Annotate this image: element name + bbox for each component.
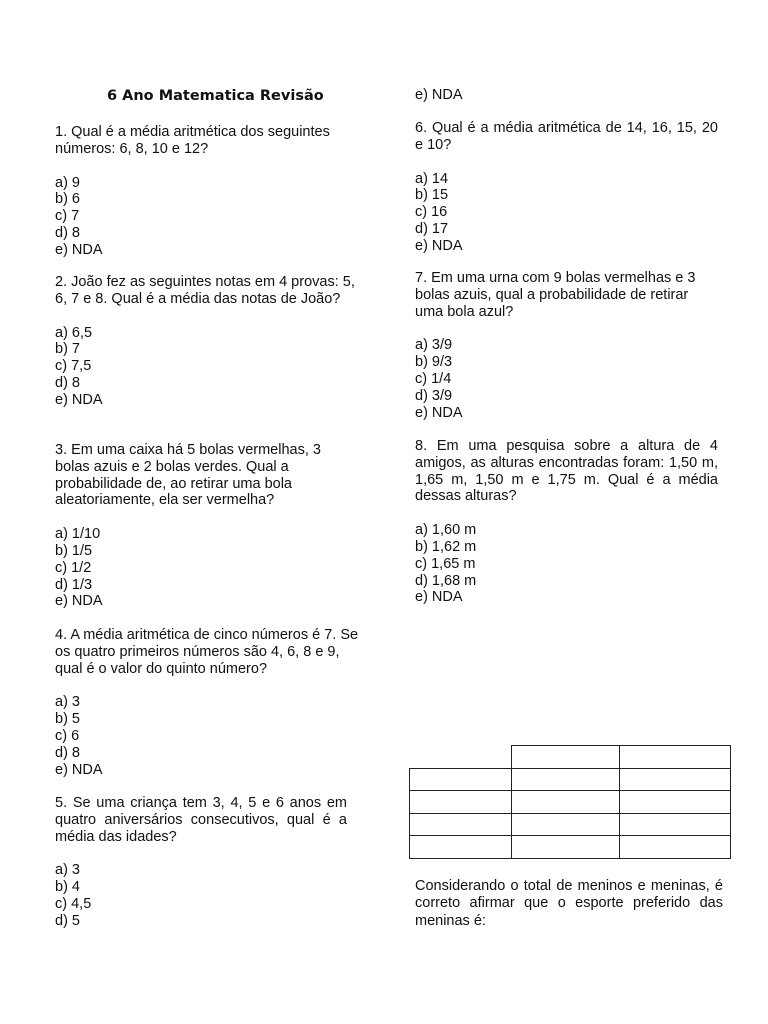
question-7-option-a: a) 3/9 bbox=[415, 337, 453, 354]
question-6-option-d: d) 17 bbox=[415, 220, 449, 237]
question-3-text: 3. Em uma caixa há 5 bolas vermelhas, 3 bolas azuis e 2 bolas verdes. Qual a probabilidade de, ao retirar uma bola aleatoriamente, ela ser vermelha? bbox=[55, 442, 321, 509]
question-3-option-d: d) 1/3 bbox=[55, 576, 93, 593]
question-3-option-b: b) 1/5 bbox=[55, 542, 93, 559]
table-cell bbox=[410, 791, 512, 814]
question-2 bbox=[55, 274, 365, 409]
question-2-option-e: e) NDA bbox=[55, 391, 103, 408]
question-5-option-b: b) 4 bbox=[55, 879, 80, 896]
table-cell bbox=[512, 746, 620, 769]
question-4-text: 4. A média aritmética de cinco números é 7. Se os quatro primeiros números são 4, 6, 8 e 9, qual é o valor do quinto número? bbox=[55, 627, 359, 677]
question-5-text: 5. Se uma criança tem 3, 4, 5 e 6 anos em quatro aniversários consecutivos, qual é a média das idades? bbox=[55, 795, 347, 845]
question-1-option-a: a) 9 bbox=[55, 174, 80, 191]
question-8-option-d: d) 1,68 m bbox=[415, 572, 477, 589]
question-6-option-c: c) 16 bbox=[415, 204, 448, 221]
question-1-text: 1. Qual é a média aritmética dos seguintes números: 6, 8, 10 e 12? bbox=[55, 124, 330, 157]
question-2-text: 2. João fez as seguintes notas em 4 provas: 5, 6, 7 e 8. Qual é a média das notas de João? bbox=[55, 274, 355, 307]
table-row bbox=[410, 813, 731, 836]
question-7-text: 7. Em uma urna com 9 bolas vermelhas e 3 bolas azuis, qual a probabilidade de retirar uma bola azul? bbox=[415, 270, 696, 320]
sports-table bbox=[409, 745, 731, 859]
question-4 bbox=[55, 627, 365, 778]
question-5-option-e: e) NDA bbox=[415, 87, 463, 103]
question-6-option-e: e) NDA bbox=[415, 237, 463, 254]
table-cell bbox=[620, 791, 731, 814]
question-4-option-d: d) 8 bbox=[55, 744, 80, 761]
question-5-option-e-continued bbox=[415, 87, 715, 104]
question-7-option-b: b) 9/3 bbox=[415, 354, 453, 371]
table-cell bbox=[620, 746, 731, 769]
question-6 bbox=[415, 120, 718, 255]
question-1-option-c: c) 7 bbox=[55, 208, 80, 225]
table-cell bbox=[620, 836, 731, 859]
question-3-option-a: a) 1/10 bbox=[55, 526, 101, 543]
question-4-option-a: a) 3 bbox=[55, 694, 80, 711]
table-cell bbox=[410, 813, 512, 836]
table-row bbox=[410, 768, 731, 791]
question-1-option-d: d) 8 bbox=[55, 224, 80, 241]
question-6-option-b: b) 15 bbox=[415, 187, 449, 204]
question-6-option-a: a) 14 bbox=[415, 170, 449, 187]
table-row bbox=[410, 791, 731, 814]
question-8-text: 8. Em uma pesquisa sobre a altura de 4 amigos, as alturas encontradas foram: 1,50 m, 1,65 m, 1,50 m e 1,75 m. Qual é a média dessas alturas? bbox=[415, 438, 718, 505]
question-4-option-c: c) 6 bbox=[55, 727, 80, 744]
question-8-option-a: a) 1,60 m bbox=[415, 522, 477, 539]
closing-question-text: Considerando o total de meninos e meninas, é correto afirmar que o esporte preferido das meninas é: bbox=[415, 878, 723, 929]
table-row bbox=[410, 836, 731, 859]
table-cell bbox=[410, 746, 512, 769]
question-8-option-e: e) NDA bbox=[415, 589, 463, 606]
question-7-option-e: e) NDA bbox=[415, 404, 463, 421]
question-5 bbox=[55, 795, 347, 930]
question-3-option-c: c) 1/2 bbox=[55, 559, 92, 576]
question-2-option-b: b) 7 bbox=[55, 341, 80, 358]
question-5-option-a: a) 3 bbox=[55, 862, 80, 879]
question-5-option-d: d) 5 bbox=[55, 912, 80, 929]
table-row bbox=[410, 746, 731, 769]
table-cell bbox=[512, 836, 620, 859]
question-4-option-b: b) 5 bbox=[55, 711, 80, 728]
question-4-option-e: e) NDA bbox=[55, 761, 103, 778]
question-2-option-c: c) 7,5 bbox=[55, 358, 92, 375]
table-cell bbox=[512, 813, 620, 836]
question-5-option-c: c) 4,5 bbox=[55, 895, 92, 912]
question-7-option-c: c) 1/4 bbox=[415, 370, 452, 387]
question-3-option-e: e) NDA bbox=[55, 593, 103, 610]
question-6-text: 6. Qual é a média aritmética de 14, 16, 15, 20 e 10? bbox=[415, 120, 718, 153]
question-2-option-a: a) 6,5 bbox=[55, 324, 93, 341]
question-8-option-b: b) 1,62 m bbox=[415, 538, 477, 555]
table-cell bbox=[620, 768, 731, 791]
question-7-option-d: d) 3/9 bbox=[415, 387, 453, 404]
question-1-option-b: b) 6 bbox=[55, 191, 80, 208]
question-8 bbox=[415, 438, 718, 606]
table-cell bbox=[620, 813, 731, 836]
question-2-option-d: d) 8 bbox=[55, 374, 80, 391]
question-1 bbox=[55, 124, 365, 259]
question-7 bbox=[415, 270, 720, 421]
page-title: 6 Ano Matematica Revisão bbox=[107, 88, 324, 104]
question-1-option-e: e) NDA bbox=[55, 241, 103, 258]
table-cell bbox=[410, 768, 512, 791]
table-cell bbox=[512, 768, 620, 791]
table-cell bbox=[512, 791, 620, 814]
question-3 bbox=[55, 442, 355, 610]
question-8-option-c: c) 1,65 m bbox=[415, 555, 476, 572]
table-cell bbox=[410, 836, 512, 859]
